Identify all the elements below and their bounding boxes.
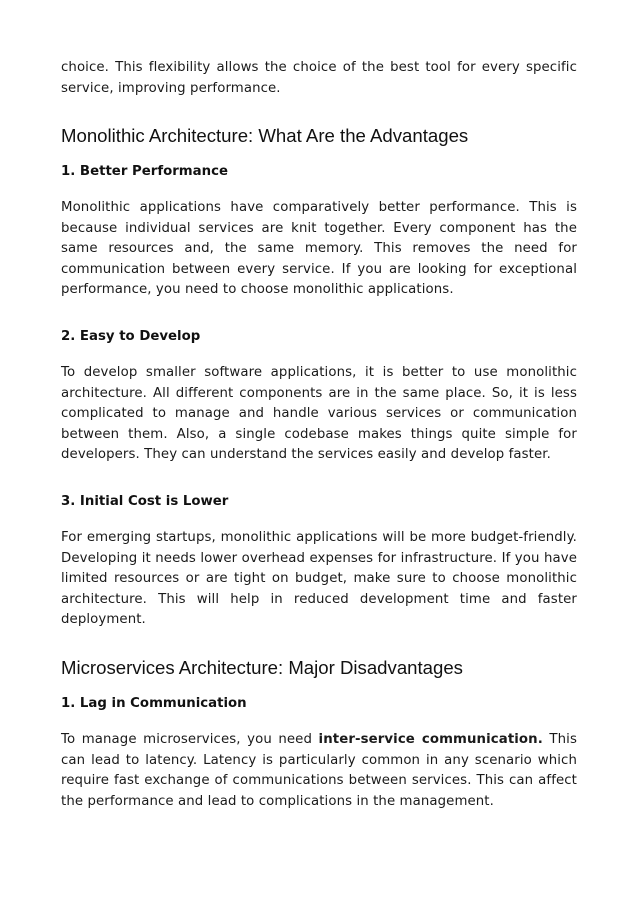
paragraph-lag-in-communication (61, 730, 577, 812)
subheading-initial-cost: 3. Initial Cost is Lower (61, 494, 229, 509)
lag-text-before: To manage microservices, you need (61, 732, 319, 747)
subheading-lag-in-communication: 1. Lag in Communication (61, 696, 247, 711)
paragraph-easy-to-develop: To develop smaller software applications, it is better to use monolithic architecture. All different components are in the same place. So, it is less complicated to manage and handle various services or communication between them. Also, a single codebase makes things quite simple for developers. They can understand the services easily and develop faster. (61, 365, 577, 463)
lag-text-bold: inter-service communication. (318, 732, 543, 747)
section-heading-microservices-disadvantages: Microservices Architecture: Major Disadvantages (61, 657, 463, 678)
lag-text-after: This can lead to latency. Latency is particularly common in any scenario which require fast exchange of communications between services. This can affect the performance and lead to complications in the management. (61, 732, 577, 809)
intro-paragraph: choice. This flexibility allows the choice of the best tool for every specific service, improving performance. (61, 60, 577, 96)
paragraph-initial-cost: For emerging startups, monolithic applications will be more budget-friendly. Developing it needs lower overhead expenses for infrastructure. If you have limited resources or are tight on budget, make sure to choose monolithic architecture. This will help in reduced development time and faster deployment. (61, 530, 577, 628)
section-heading-monolithic-advantages: Monolithic Architecture: What Are the Advantages (61, 125, 469, 146)
subheading-easy-to-develop: 2. Easy to Develop (61, 329, 201, 344)
paragraph-better-performance: Monolithic applications have comparatively better performance. This is because individual services are knit together. Every component has the same resources and, the same memory. This removes the need for communication between every service. If you are looking for exceptional performance, you need to choose monolithic applications. (61, 200, 577, 298)
subheading-better-performance: 1. Better Performance (61, 164, 228, 179)
